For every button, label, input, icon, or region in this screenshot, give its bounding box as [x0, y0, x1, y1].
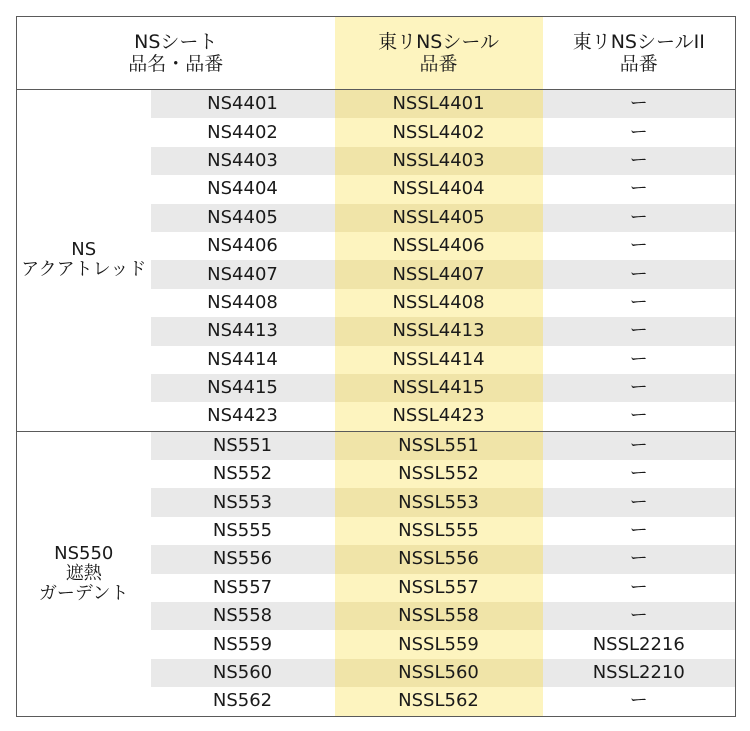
ns-seal-code-cell: NSSL4405 [335, 204, 543, 232]
ns-seal-ii-code-cell: ー [543, 346, 736, 374]
product-compatibility-table [16, 16, 736, 717]
ns-sheet-code-cell: NS562 [151, 687, 335, 716]
ns-seal-ii-code-cell: ー [543, 545, 736, 573]
ns-seal-code-cell: NSSL4403 [335, 147, 543, 175]
ns-sheet-code-cell: NS559 [151, 630, 335, 658]
ns-seal-ii-code-cell: ー [543, 204, 736, 232]
header-ns-sheet [17, 17, 335, 90]
ns-sheet-code-cell: NS4406 [151, 232, 335, 260]
header-toli-ns-seal-ii [543, 17, 736, 90]
ns-sheet-code-cell: NS4404 [151, 175, 335, 203]
ns-sheet-code-cell: NS4413 [151, 317, 335, 345]
ns-sheet-code-cell: NS4414 [151, 346, 335, 374]
ns-seal-ii-code-cell: ー [543, 232, 736, 260]
ns-seal-ii-code-cell: NSSL2216 [543, 630, 736, 658]
ns-seal-code-cell: NSSL560 [335, 659, 543, 687]
category-line: NS [71, 239, 97, 261]
ns-seal-code-cell: NSSL558 [335, 602, 543, 630]
ns-seal-ii-code-cell: ー [543, 574, 736, 602]
ns-seal-ii-code-cell: ー [543, 90, 736, 119]
category-cell [17, 90, 151, 432]
ns-seal-code-cell: NSSL4408 [335, 289, 543, 317]
ns-seal-ii-code-cell: ー [543, 374, 736, 402]
ns-sheet-code-cell: NS555 [151, 517, 335, 545]
ns-sheet-code-cell: NS4408 [151, 289, 335, 317]
ns-seal-ii-code-cell: ー [543, 147, 736, 175]
header-ns-sheet-line1: NSシート [134, 31, 218, 53]
header-toli-ns-seal-ii-line1: 東リNSシールII [572, 31, 705, 53]
ns-seal-code-cell: NSSL4406 [335, 232, 543, 260]
ns-seal-code-cell: NSSL4423 [335, 402, 543, 431]
ns-seal-code-cell: NSSL4413 [335, 317, 543, 345]
ns-seal-ii-code-cell: ー [543, 118, 736, 146]
ns-seal-ii-code-cell: ー [543, 460, 736, 488]
ns-seal-code-cell: NSSL4407 [335, 260, 543, 288]
ns-seal-ii-code-cell: ー [543, 687, 736, 716]
ns-seal-ii-code-cell: ー [543, 431, 736, 460]
ns-seal-code-cell: NSSL4402 [335, 118, 543, 146]
header-toli-ns-seal-ii-line2: 品番 [619, 53, 658, 75]
ns-sheet-code-cell: NS552 [151, 460, 335, 488]
table-header [17, 17, 736, 90]
ns-sheet-code-cell: NS4423 [151, 402, 335, 431]
category-line: NS550 [54, 542, 114, 564]
ns-sheet-code-cell: NS557 [151, 574, 335, 602]
ns-seal-ii-code-cell: NSSL2210 [543, 659, 736, 687]
ns-seal-ii-code-cell: ー [543, 289, 736, 317]
table-body [17, 90, 736, 717]
ns-sheet-code-cell: NS553 [151, 488, 335, 516]
ns-seal-code-cell: NSSL553 [335, 488, 543, 516]
header-ns-sheet-line2: 品名・品番 [128, 53, 224, 75]
ns-sheet-code-cell: NS556 [151, 545, 335, 573]
ns-seal-ii-code-cell: ー [543, 602, 736, 630]
ns-sheet-code-cell: NS558 [151, 602, 335, 630]
ns-seal-code-cell: NSSL557 [335, 574, 543, 602]
ns-seal-code-cell: NSSL552 [335, 460, 543, 488]
table-row [17, 431, 736, 460]
ns-sheet-code-cell: NS4401 [151, 90, 335, 119]
ns-seal-code-cell: NSSL559 [335, 630, 543, 658]
ns-seal-code-cell: NSSL4415 [335, 374, 543, 402]
header-toli-ns-seal [335, 17, 543, 90]
ns-seal-ii-code-cell: ー [543, 317, 736, 345]
ns-seal-ii-code-cell: ー [543, 488, 736, 516]
ns-seal-ii-code-cell: ー [543, 260, 736, 288]
ns-sheet-code-cell: NS4407 [151, 260, 335, 288]
category-line: ガーデント [38, 582, 129, 604]
category-cell [17, 431, 151, 716]
ns-sheet-code-cell: NS4402 [151, 118, 335, 146]
header-toli-ns-seal-line1: 東リNSシール [378, 31, 499, 53]
ns-seal-code-cell: NSSL562 [335, 687, 543, 716]
ns-sheet-code-cell: NS4405 [151, 204, 335, 232]
ns-seal-code-cell: NSSL555 [335, 517, 543, 545]
ns-seal-code-cell: NSSL4401 [335, 90, 543, 119]
ns-seal-code-cell: NSSL4404 [335, 175, 543, 203]
header-row [17, 17, 736, 90]
ns-seal-code-cell: NSSL4414 [335, 346, 543, 374]
table-row [17, 90, 736, 119]
category-line: 遮熱 [65, 562, 102, 584]
ns-seal-ii-code-cell: ー [543, 517, 736, 545]
category-line: アクアトレッド [21, 259, 147, 281]
ns-seal-code-cell: NSSL556 [335, 545, 543, 573]
header-toli-ns-seal-line2: 品番 [419, 53, 458, 75]
ns-seal-ii-code-cell: ー [543, 402, 736, 431]
ns-sheet-code-cell: NS560 [151, 659, 335, 687]
ns-sheet-code-cell: NS4403 [151, 147, 335, 175]
ns-sheet-code-cell: NS551 [151, 431, 335, 460]
ns-seal-ii-code-cell: ー [543, 175, 736, 203]
ns-sheet-code-cell: NS4415 [151, 374, 335, 402]
ns-seal-code-cell: NSSL551 [335, 431, 543, 460]
